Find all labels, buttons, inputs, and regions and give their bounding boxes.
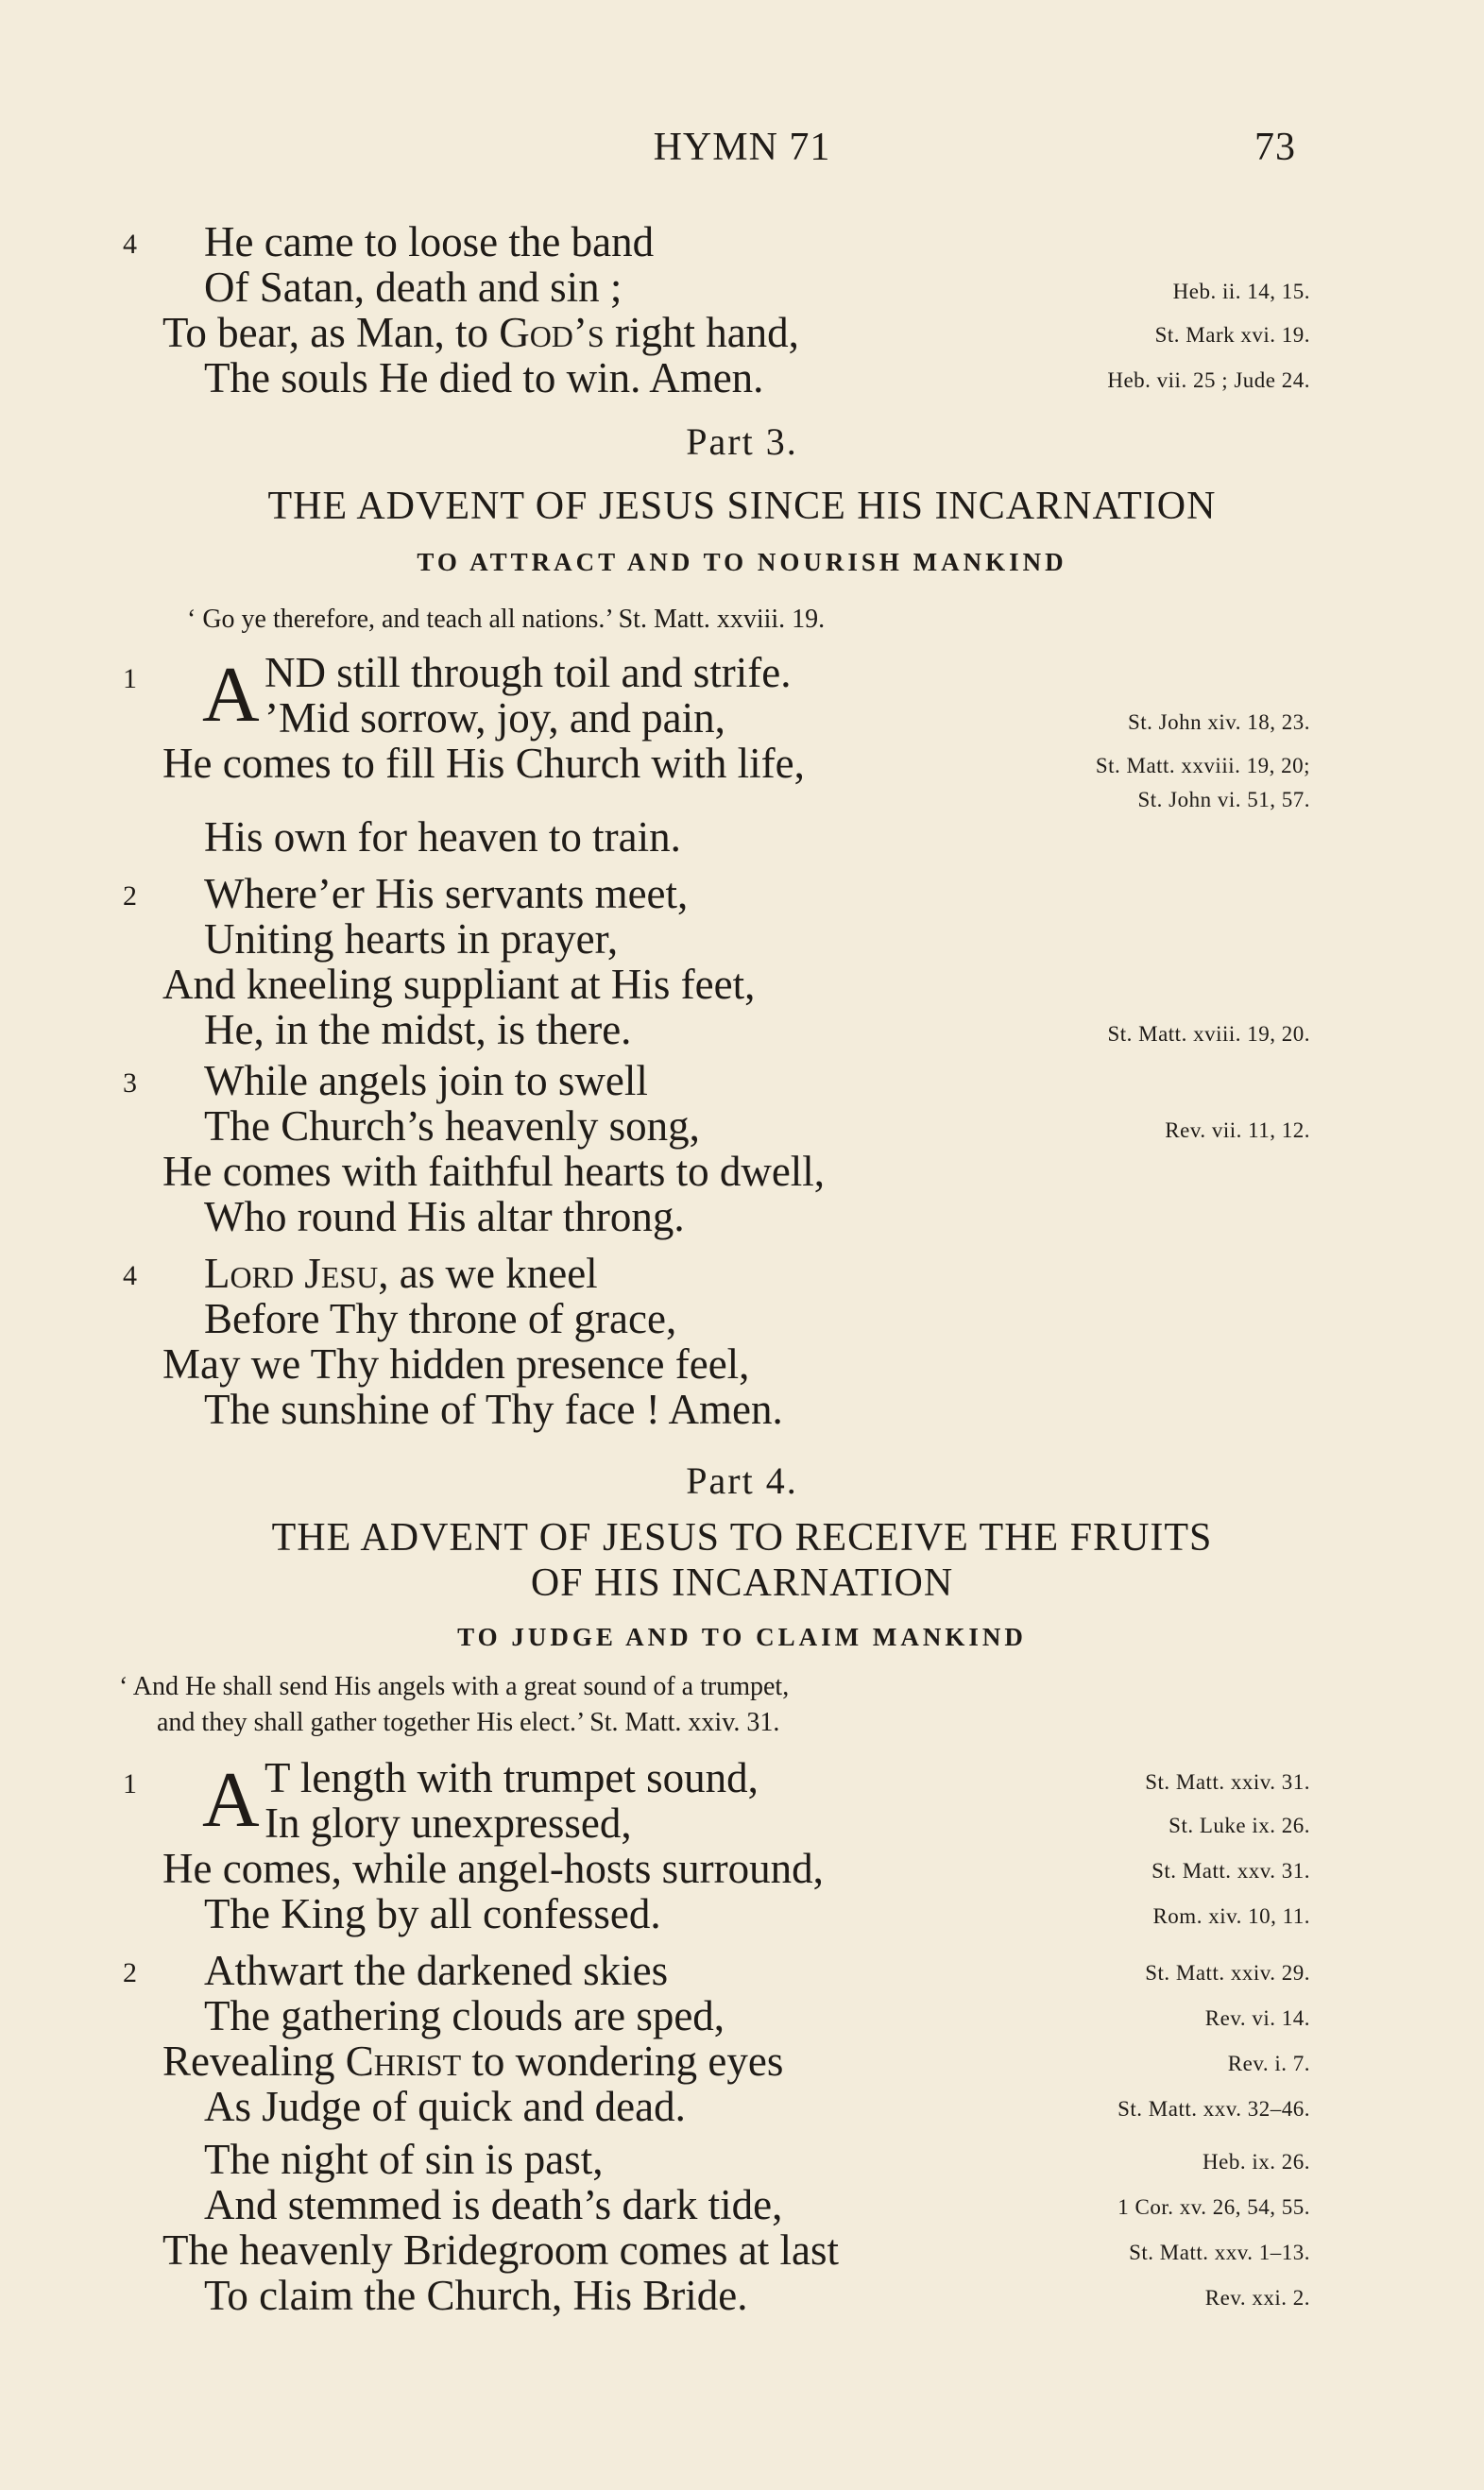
scripture-reference: Rev. vii. 11, 12.	[1165, 1118, 1310, 1142]
hymn-line	[162, 2040, 783, 2083]
hymn-line: Of Satan, death and sin ;	[204, 264, 623, 311]
scripture-reference: St. Matt. xviii. 19, 20.	[1107, 1022, 1310, 1046]
stanza-number: 2	[123, 1957, 137, 1988]
scripture-reference: Heb. ix. 26.	[1203, 2150, 1310, 2174]
scripture-reference: St. Luke ix. 26.	[1168, 1814, 1310, 1837]
hymn-line-text: To bear, as Man, to	[162, 309, 488, 356]
hymn-line: The souls He died to win. Amen.	[204, 354, 764, 401]
section-title: THE ADVENT OF JESUS TO RECEIVE THE FRUITS	[271, 1516, 1213, 1560]
hymn-line-text: Revealing	[162, 2038, 346, 2085]
hymn-line: In glory unexpressed,	[264, 1799, 632, 1847]
hymn-line: He comes, while angel-hosts surround,	[162, 1845, 824, 1892]
hymn-line: His own for heaven to train.	[204, 813, 681, 861]
hymn-line: The gathering clouds are sped,	[204, 1992, 725, 2039]
stanza-number: 4	[123, 229, 137, 260]
hymn-line: The King by all confessed.	[204, 1890, 661, 1937]
hymn-line: Athwart the darkened skies	[204, 1947, 669, 1994]
epigraph: ‘ And He shall send His angels with a great sound of a trumpet,	[119, 1672, 790, 1701]
scripture-reference: Rom. xiv. 10, 11.	[1152, 1904, 1310, 1928]
scripture-reference: St. Matt. xxv. 31.	[1151, 1859, 1310, 1883]
hymn-line: T length with trumpet sound,	[264, 1754, 759, 1801]
scripture-reference: Rev. xxi. 2.	[1204, 2286, 1310, 2310]
section-title: OF HIS INCARNATION	[530, 1561, 954, 1605]
hymn-line: The Church’s heavenly song,	[204, 1102, 700, 1150]
section-subtitle: TO JUDGE AND TO CLAIM MANKIND	[457, 1623, 1027, 1651]
hymn-line: May we Thy hidden presence feel,	[162, 1340, 750, 1388]
part-heading: Part 3.	[686, 420, 798, 463]
scripture-reference: St. John vi. 51, 57.	[1137, 788, 1310, 811]
divine-name: Christ	[345, 2038, 462, 2085]
scripture-reference: St. Matt. xxv. 1–13.	[1129, 2241, 1310, 2264]
drop-cap: A	[202, 651, 260, 739]
hymn-line: Where’er His servants meet,	[204, 870, 689, 917]
scripture-reference: St. John xiv. 18, 23.	[1127, 710, 1310, 734]
section-subtitle: TO ATTRACT AND TO NOURISH MANKIND	[417, 548, 1067, 576]
hymn-line: ’Mid sorrow, joy, and pain,	[264, 694, 725, 742]
section-title: THE ADVENT OF JESUS SINCE HIS INCARNATION	[267, 485, 1217, 528]
scripture-reference: Heb. vii. 25 ; Jude 24.	[1107, 368, 1310, 392]
scripture-reference: St. Matt. xxviii. 19, 20;	[1095, 754, 1310, 777]
hymn-line: To claim the Church, His Bride.	[204, 2272, 748, 2319]
hymn-line: He comes to fill His Church with life,	[162, 740, 805, 787]
hymn-line-text: to wondering eyes	[461, 2038, 784, 2085]
page-number: 73	[1254, 126, 1296, 169]
scripture-reference: St. Matt. xxiv. 31.	[1145, 1770, 1310, 1794]
scripture-reference: St. Matt. xxiv. 29.	[1145, 1961, 1310, 1985]
hymn-line: The heavenly Bridegroom comes at last	[162, 2226, 840, 2274]
running-header-title: HYMN 71	[653, 126, 831, 169]
drop-cap: A	[202, 1756, 260, 1844]
hymn-line: He, in the midst, is there.	[204, 1006, 632, 1053]
scripture-reference: Rev. vi. 14.	[1204, 2006, 1310, 2030]
scripture-reference: St. Mark xvi. 19.	[1154, 323, 1310, 347]
hymn-line: He came to loose the band	[204, 218, 655, 265]
divine-name: God’s	[499, 309, 605, 356]
scripture-reference: St. Matt. xxv. 32–46.	[1117, 2097, 1310, 2121]
hymn-line: ND still through toil and strife.	[264, 649, 792, 696]
hymn-line: The night of sin is past,	[204, 2136, 604, 2183]
epigraph: and they shall gather together His elect.’ St. Matt. xxiv. 31.	[157, 1708, 780, 1737]
hymn-line	[162, 309, 799, 356]
hymn-line-text: , as we kneel	[378, 1250, 598, 1297]
hymn-line: While angels join to swell	[204, 1057, 648, 1104]
stanza-number: 2	[123, 880, 137, 912]
scripture-reference: Rev. i. 7.	[1227, 2052, 1310, 2075]
stanza-number: 1	[123, 1768, 137, 1799]
hymn-line: And stemmed is death’s dark tide,	[204, 2181, 783, 2228]
hymn-line: Uniting hearts in prayer,	[204, 915, 619, 963]
stanza-number: 4	[123, 1260, 137, 1291]
part-heading: Part 4.	[686, 1459, 798, 1502]
hymn-line-text: right hand,	[604, 309, 799, 356]
hymn-line: Before Thy throne of grace,	[204, 1295, 677, 1342]
hymn-line: As Judge of quick and dead.	[204, 2083, 686, 2130]
hymn-line: And kneeling suppliant at His feet,	[162, 961, 756, 1008]
scripture-reference: Heb. ii. 14, 15.	[1172, 280, 1310, 303]
hymn-line: The sunshine of Thy face ! Amen.	[204, 1386, 783, 1433]
hymn-line	[204, 1250, 598, 1297]
stanza-number: 3	[123, 1067, 137, 1099]
hymn-line: He comes with faithful hearts to dwell,	[162, 1148, 826, 1195]
divine-name: Lord Jesu	[204, 1250, 379, 1297]
stanza-number: 1	[123, 663, 137, 694]
epigraph: ‘ Go ye therefore, and teach all nations.’ St. Matt. xxviii. 19.	[187, 605, 826, 634]
scripture-reference: 1 Cor. xv. 26, 54, 55.	[1117, 2195, 1310, 2219]
hymn-line: Who round His altar throng.	[204, 1193, 685, 1240]
